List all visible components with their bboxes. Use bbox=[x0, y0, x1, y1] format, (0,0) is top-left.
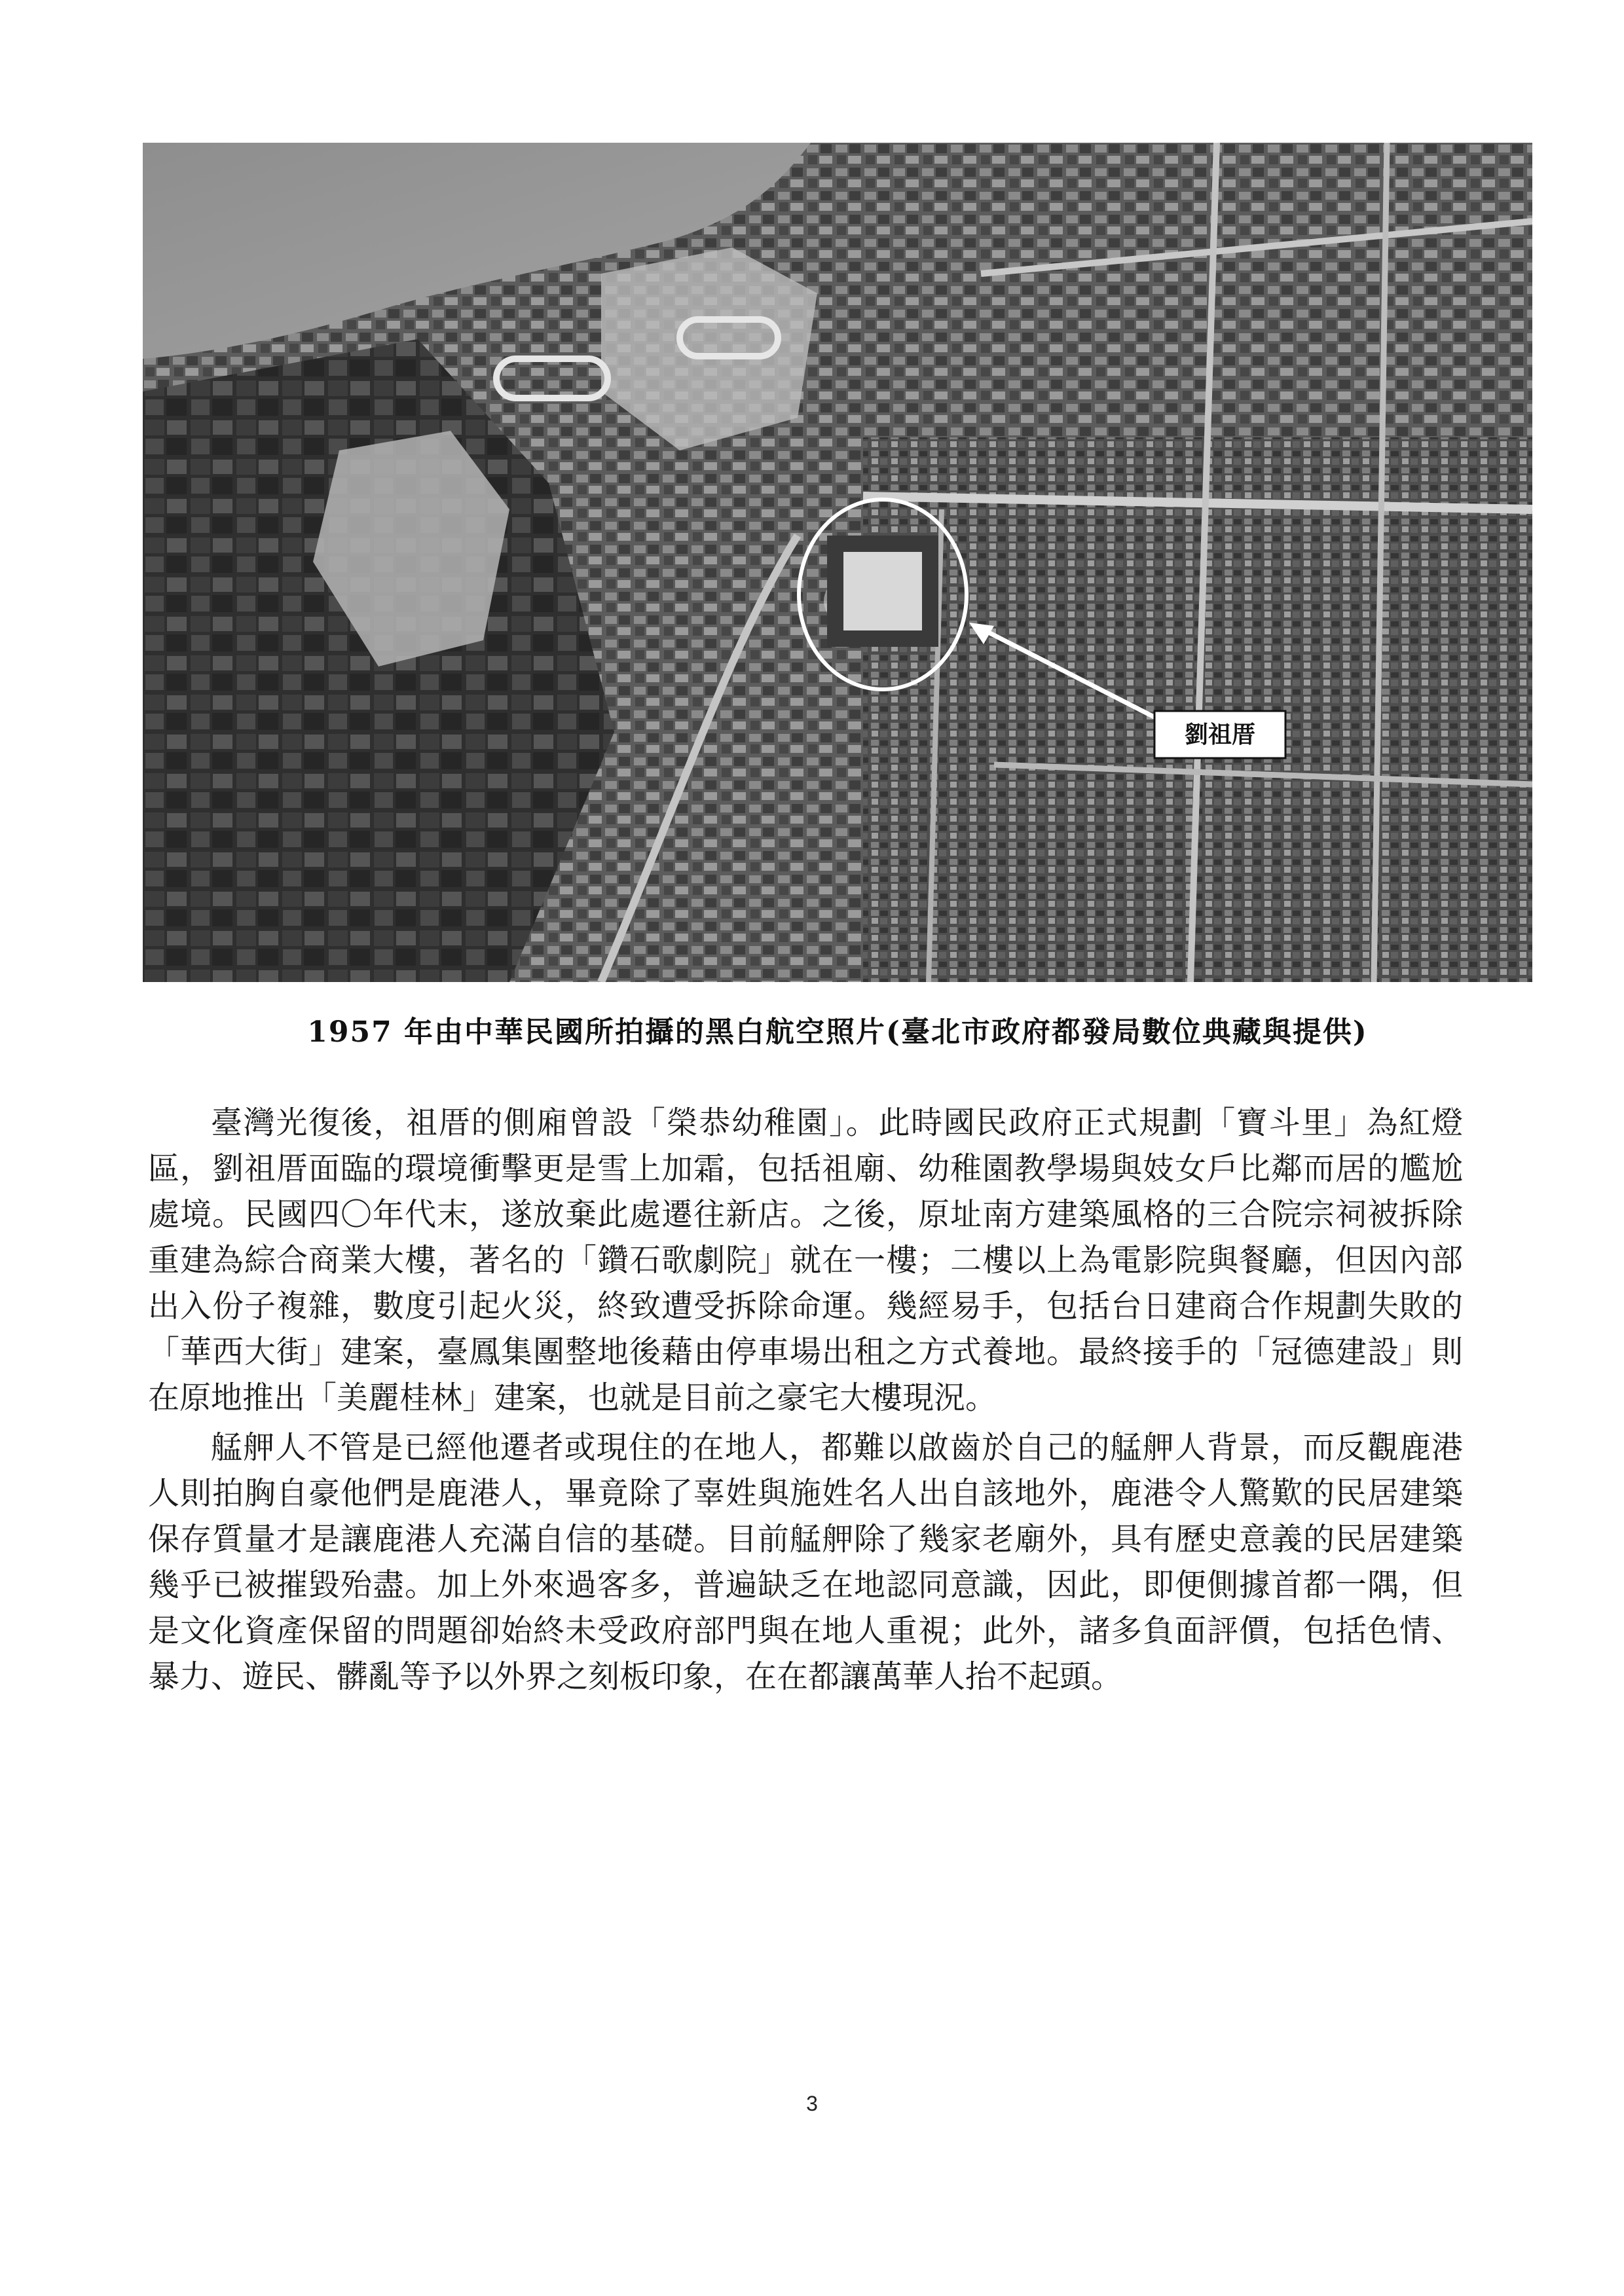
aerial-photo bbox=[143, 143, 1532, 982]
aerial-photo-drawing bbox=[143, 143, 1532, 982]
label-text: 劉祖厝 bbox=[1184, 721, 1256, 748]
page-number: 3 bbox=[806, 2092, 818, 2115]
paragraph: 臺灣光復後，祖厝的側廂曾設「榮恭幼稚園」。此時國民政府正式規劃「寶斗里」為紅燈區，劉祖厝面臨的環境衝擊更是雪上加霜，包括祖廟、幼稚園教學場與妓女戶比鄰而居的尷尬處境。民國四〇年代末，遂放棄此處遷往新店。之後，原址南方建築風格的三合院宗祠被拆除重建為綜合商業大樓，著名的「鑽石歌劇院」就在一樓；二樓以上為電影院與餐廳，但因內部出入份子複雜，數度引起火災，終致遭受拆除命運。幾經易手，包括台日建商合作規劃失敗的「華西大街」建案，臺鳳集團整地後藉由停車場出租之方式養地。最終接手的「冠德建設」則在原地推出「美麗桂林」建案，也就是目前之豪宅大樓現況。 bbox=[148, 1104, 1463, 1416]
body-text bbox=[148, 1100, 1463, 1704]
figure-caption: 1957 年由中華民國所拍攝的黑白航空照片(臺北市政府都發局數位典藏與提供) bbox=[307, 1015, 1368, 1049]
paragraph: 艋舺人不管是已經他遷者或現住的在地人，都難以啟齒於自己的艋舺人背景，而反觀鹿港人則拍胸自豪他們是鹿港人，畢竟除了辜姓與施姓名人出自該地外，鹿港令人驚歎的民居建築保存質量才是讓鹿港人充滿自信的基礎。目前艋舺除了幾家老廟外，具有歷史意義的民居建築幾乎已被摧毀殆盡。加上外來過客多，普遍缺乏在地認同意識，因此，即便側據首都一隅，但是文化資產保留的問題卻始終未受政府部門與在地人重視；此外，諸多負面評價，包括色情、暴力、遊民、髒亂等予以外界之刻板印象，在在都讓萬華人抬不起頭。 bbox=[148, 1429, 1463, 1695]
